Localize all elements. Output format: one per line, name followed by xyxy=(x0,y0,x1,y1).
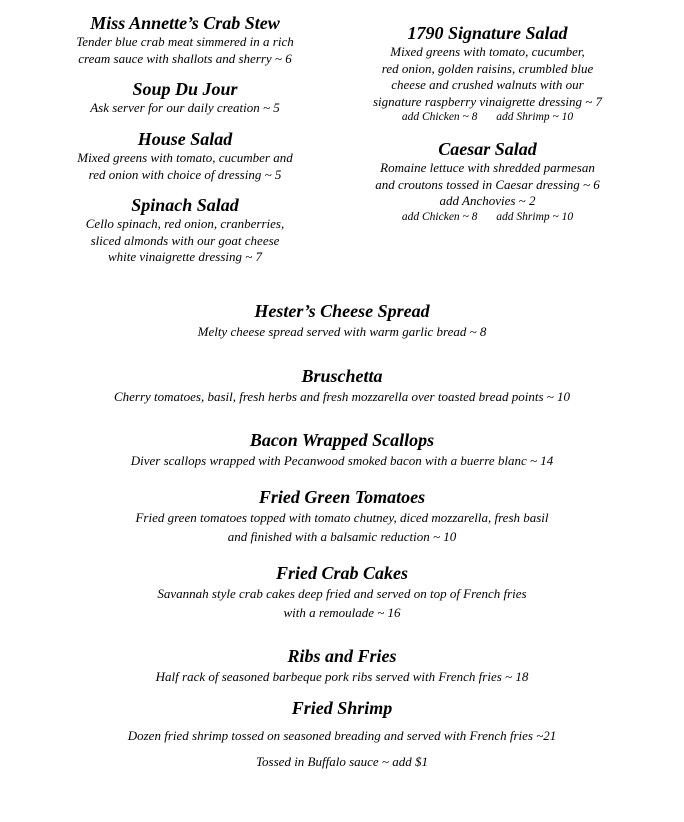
item-title: Soup Du Jour xyxy=(132,79,238,99)
item-addons xyxy=(345,110,630,125)
item-description: Tender blue crab meat simmered in a rich cream sauce with shallots and sherry ~ 6 xyxy=(76,34,294,66)
addon-shrimp: add Shrimp ~ 10 xyxy=(496,111,574,123)
menu-item-ribs-and-fries xyxy=(0,645,684,686)
menu-item-bruschetta xyxy=(0,365,684,406)
menu-item-cheese-spread xyxy=(0,300,684,341)
addon-shrimp: add Shrimp ~ 10 xyxy=(496,210,574,223)
menu-item-fried-green-tomatoes xyxy=(0,486,684,546)
addon-chicken: add Chicken ~ 8 xyxy=(401,111,478,123)
item-title: Fried Green Tomatoes xyxy=(258,487,426,507)
item-description: Fried green tomatoes topped with tomato chutney, diced mozzarella, fresh basil and finished with a balsamic reduction ~ 10 xyxy=(135,510,549,544)
item-title: Hester’s Cheese Spread xyxy=(254,301,430,321)
menu-item-soup-du-jour xyxy=(40,78,330,117)
menu-item-caesar-salad xyxy=(345,138,630,225)
item-addons xyxy=(345,210,630,225)
item-description: Dozen fried shrimp tossed on seasoned breading and served with French fries ~21 Tossed in Buffalo sauce ~ add $1 xyxy=(127,728,557,769)
menu-item-spinach-salad xyxy=(40,194,330,266)
item-title: Fried Crab Cakes xyxy=(275,563,408,583)
item-description: Cello spinach, red onion, cranberries, sliced almonds with our goat cheese white vinaigrette dressing ~ 7 xyxy=(85,216,285,264)
item-title: House Salad xyxy=(137,129,233,149)
item-description: Romaine lettuce with shredded parmesan and croutons tossed in Caesar dressing ~ 6 add Anchovies ~ 2 xyxy=(375,160,600,208)
item-title: Fried Shrimp xyxy=(291,698,393,718)
item-description: Mixed greens with tomato, cucumber and red onion with choice of dressing ~ 5 xyxy=(77,150,293,182)
addon-chicken: add Chicken ~ 8 xyxy=(401,210,478,223)
menu-item-house-salad xyxy=(40,128,330,183)
menu-item-fried-crab-cakes xyxy=(0,562,684,622)
item-title: Bruschetta xyxy=(301,366,383,386)
item-title: Miss Annette’s Crab Stew xyxy=(90,13,280,33)
item-title: Caesar Salad xyxy=(438,139,537,159)
menu-item-fried-shrimp xyxy=(0,697,684,771)
item-title: 1790 Signature Salad xyxy=(407,23,568,43)
item-description: Mixed greens with tomato, cucumber, red onion, golden raisins, crumbled blue cheese and crushed walnuts with our signature raspberry vinaigrette dressing ~ 7 xyxy=(372,44,603,109)
item-title: Bacon Wrapped Scallops xyxy=(249,430,435,450)
menu-item-signature-salad xyxy=(345,22,630,125)
menu-item-bacon-scallops xyxy=(0,429,684,470)
item-title: Ribs and Fries xyxy=(287,646,397,666)
item-title: Spinach Salad xyxy=(131,195,239,215)
item-description: Diver scallops wrapped with Pecanwood smoked bacon with a buerre blanc ~ 14 xyxy=(130,453,554,468)
menu-item-crab-stew xyxy=(40,12,330,67)
item-description: Savannah style crab cakes deep fried and served on top of French fries with a remoulade ~ 16 xyxy=(157,586,527,620)
item-description: Ask server for our daily creation ~ 5 xyxy=(90,100,280,115)
item-description: Cherry tomatoes, basil, fresh herbs and fresh mozzarella over toasted bread points ~ 10 xyxy=(113,389,571,404)
item-description: Half rack of seasoned barbeque pork ribs served with French fries ~ 18 xyxy=(155,669,529,684)
item-description: Melty cheese spread served with warm garlic bread ~ 8 xyxy=(197,324,487,339)
